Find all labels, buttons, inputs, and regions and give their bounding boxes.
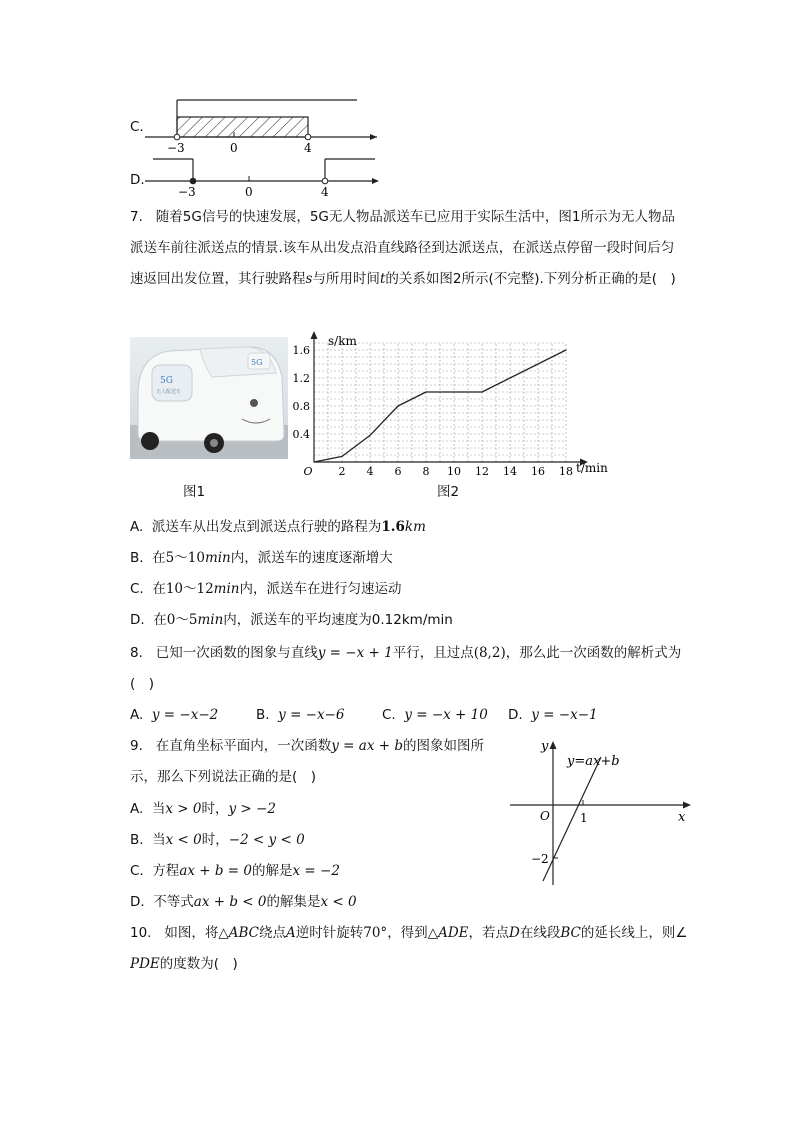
q7-text-1: 随着5G信号的快速发展，5G无人物品派送车已应用于实际生活中，图1所示为无人物品 [155,209,675,225]
q9-option-b: B. 当x < 0时，−2 < y < 0 [130,832,305,848]
y-tick-label: 0.4 [292,428,310,441]
fig1-caption: 图1 [183,484,206,500]
q7-line-3: 速返回出发位置，其行驶路程s与所用时间t的关系如图2所示(不完整).下列分析正确的是( ) [130,271,676,287]
q10-line-1: 10. 如图，将△ABC绕点A逆时针旋转70°，得到△ADE，若点D在线段BC的延长线上，则∠ [130,925,688,941]
q8-option-b: B. y = −x−6 [256,707,345,723]
y-axis-arrow [311,331,318,339]
x-tick-label: 10 [447,465,461,478]
q7-number: 7. [130,209,143,225]
x-tick-label: 18 [559,465,573,478]
q9-option-a: A. 当x > 0时，y > −2 [130,801,276,817]
q8-option-a: A. y = −x−2 [130,707,219,723]
q8-line-expr: y = −x + 1 [317,645,393,661]
photo-small-text: 无人配送车 [156,389,182,395]
x-tick-label: 6 [394,465,402,478]
q7-option-d: D. 在0～5min内，派送车的平均速度为0.12km/min [130,612,453,628]
x-tick-label: 2 [338,465,346,478]
q9-y-tick-neg2: −2 [531,852,549,866]
q9-x-tick-1: 1 [580,811,588,825]
q9-x-axis-label: x [678,810,686,825]
data-point [397,405,398,406]
q7-option-b: B. 在5～10min内，派送车的速度逐渐增大 [130,550,393,566]
q7-var-s: s [305,271,313,287]
x-tick-label: 14 [503,465,517,478]
option-c-number-line [145,95,385,157]
option-d-tick-4: 4 [321,185,329,199]
x-tick-label: 4 [366,465,374,478]
x-axis-label: t/min [576,461,608,475]
q9-option-d: D. 不等式ax + b < 0的解集是x < 0 [130,894,357,910]
q9-origin-label: O [540,809,550,823]
q7-line-2: 派送车前往派送点的情景.该车从出发点沿直线路径到达派送点，在派送点停留一段时间后匀 [130,240,675,256]
data-point [369,435,370,436]
q7-option-a: A. 派送车从出发点到派送点行驶的路程为1.6km [130,519,426,535]
photo-badge: 5G [160,376,173,386]
option-d-number-line [145,152,385,202]
q9-option-c: C. 方程ax + b = 0的解是x = −2 [130,863,340,879]
q7-line-1 [130,208,675,226]
q9-y-axis-label: y [541,739,549,754]
y-tick-label: 1.2 [292,372,310,385]
data-point [481,391,482,392]
photo-badge-2: 5G [251,358,263,367]
y-tick-label: 0.8 [292,400,310,413]
data-point [453,391,454,392]
option-c-tick-neg3: −3 [167,141,185,155]
y-tick-label: 1.6 [292,344,310,357]
data-point [313,461,314,462]
q8-option-c: C. y = −x + 10 [382,707,488,723]
q8-line-1: 8. 已知一次函数的图象与直线y = −x + 1平行，且过点(8,2)，那么此一次函数的解析式为 [130,645,682,661]
option-d-tick-neg3: −3 [178,185,196,199]
q8-option-d: D. y = −x−1 [508,707,598,723]
option-c-tick-0: 0 [230,141,238,155]
q9-function-label: y=ax+b [567,754,620,769]
q7-option-c: C. 在10～12min内，派送车在进行匀速运动 [130,581,402,597]
q9-line-1: 9. 在直角坐标平面内，一次函数y = ax + b的图象如图所 [130,738,484,754]
x-tick-label: 16 [531,465,545,478]
q10-line-2: PDE的度数为( ) [130,956,238,972]
fig2-caption: 图2 [437,484,460,500]
q9-line-2: 示，那么下列说法正确的是( ) [130,769,317,785]
q8-paren: ( ) [130,676,155,692]
data-point [565,349,566,350]
option-d-label: D. [130,172,145,188]
data-point [425,391,426,392]
y-axis-label: s/km [328,334,357,348]
data-point [341,456,342,457]
q9-linear-function-graph [505,735,700,890]
option-c-tick-4: 4 [304,141,312,155]
q7-var-t: t [379,271,386,287]
x-tick-label: 12 [475,465,489,478]
origin-label: O [303,465,313,478]
delivery-vehicle-photo [130,337,288,459]
option-c-label: C. [130,119,144,135]
x-tick-label: 8 [422,465,430,478]
option-d-tick-0: 0 [245,185,253,199]
distance-time-chart [292,325,620,480]
